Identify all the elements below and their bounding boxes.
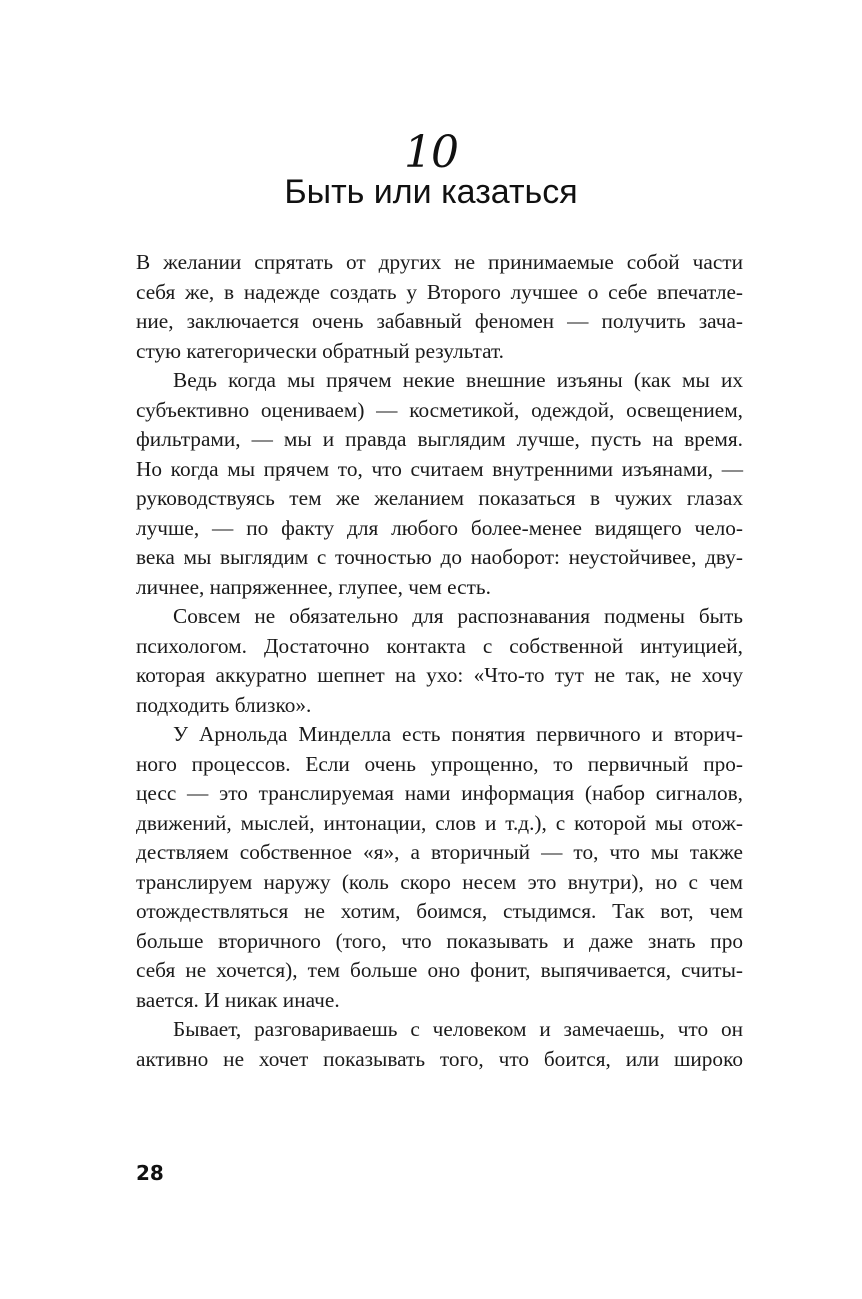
text-line: У Арнольда Минделла есть понятия первичного и вторич- — [173, 722, 743, 746]
text-line: Совсем не обязательно для распознавания подмены быть — [173, 604, 743, 628]
text-line: ного процессов. Если очень упрощенно, то первичный про- — [136, 751, 743, 776]
text-line: лучше, — по факту для любого более-менее видящего чело- — [136, 515, 743, 540]
paragraph — [136, 248, 743, 366]
chapter-title: Быть или казаться — [284, 173, 578, 211]
body-text — [136, 248, 743, 1074]
text-line: цесс — это транслируемая нами информация (набор сигналов, — [136, 781, 743, 805]
text-line: активно не хочет показывать того, что боится, или широко — [136, 1046, 743, 1071]
paragraph — [136, 1015, 743, 1074]
text-line: Но когда мы прячем то, что считаем внутренними изъянами, — — [136, 456, 743, 481]
text-line: психологом. Достаточно контакта с собственной интуицией, — [136, 633, 743, 658]
text-line: стую категорически обратный результат. — [136, 338, 504, 363]
text-line: себя же, в надежде создать у Второго лучшее о себе впечатле- — [136, 279, 743, 304]
text-line: века мы выглядим с точностью до наоборот: неустойчивее, дву- — [136, 545, 743, 569]
text-line: подходить близко». — [136, 692, 312, 717]
text-line: руководствуясь тем же желанием показаться в чужих глазах — [136, 486, 743, 510]
chapter-number: 10 — [404, 127, 458, 178]
page-number: 28 — [136, 1161, 164, 1185]
text-line: В желании спрятать от других не принимаемые собой части — [136, 250, 743, 274]
text-line: себя не хочется), тем больше оно фонит, выпячивается, считы- — [136, 958, 743, 982]
text-line: Ведь когда мы прячем некие внешние изъяны (как мы их — [173, 368, 743, 392]
text-line: Бывает, разговариваешь с человеком и замечаешь, что он — [173, 1017, 743, 1041]
paragraph — [136, 720, 743, 1015]
paragraph — [136, 366, 743, 602]
text-line: дествляем собственное «я», а вторичный — то, что мы также — [136, 840, 743, 864]
text-line: личнее, напряженнее, глупее, чем есть. — [136, 574, 491, 599]
text-line: отождествляться не хотим, боимся, стыдимся. Так вот, чем — [136, 899, 743, 923]
text-line: вается. И никак иначе. — [136, 987, 340, 1012]
text-line: больше вторичного (того, что показывать и даже знать про — [136, 928, 743, 953]
text-line: ние, заключается очень забавный феномен — получить зача- — [136, 309, 743, 333]
text-line: субъективно оцениваем) — косметикой, одеждой, освещением, — [136, 397, 743, 422]
text-line: транслируем наружу (коль скоро несем это внутри), но с чем — [136, 869, 743, 894]
text-line: которая аккуратно шепнет на ухо: «Что-то тут не так, не хочу — [136, 663, 743, 687]
text-line: фильтрами, — мы и правда выглядим лучше, пусть на время. — [136, 427, 743, 451]
paragraph — [136, 602, 743, 720]
text-line: движений, мыслей, интонации, слов и т.д.), с которой мы отож- — [136, 810, 743, 835]
